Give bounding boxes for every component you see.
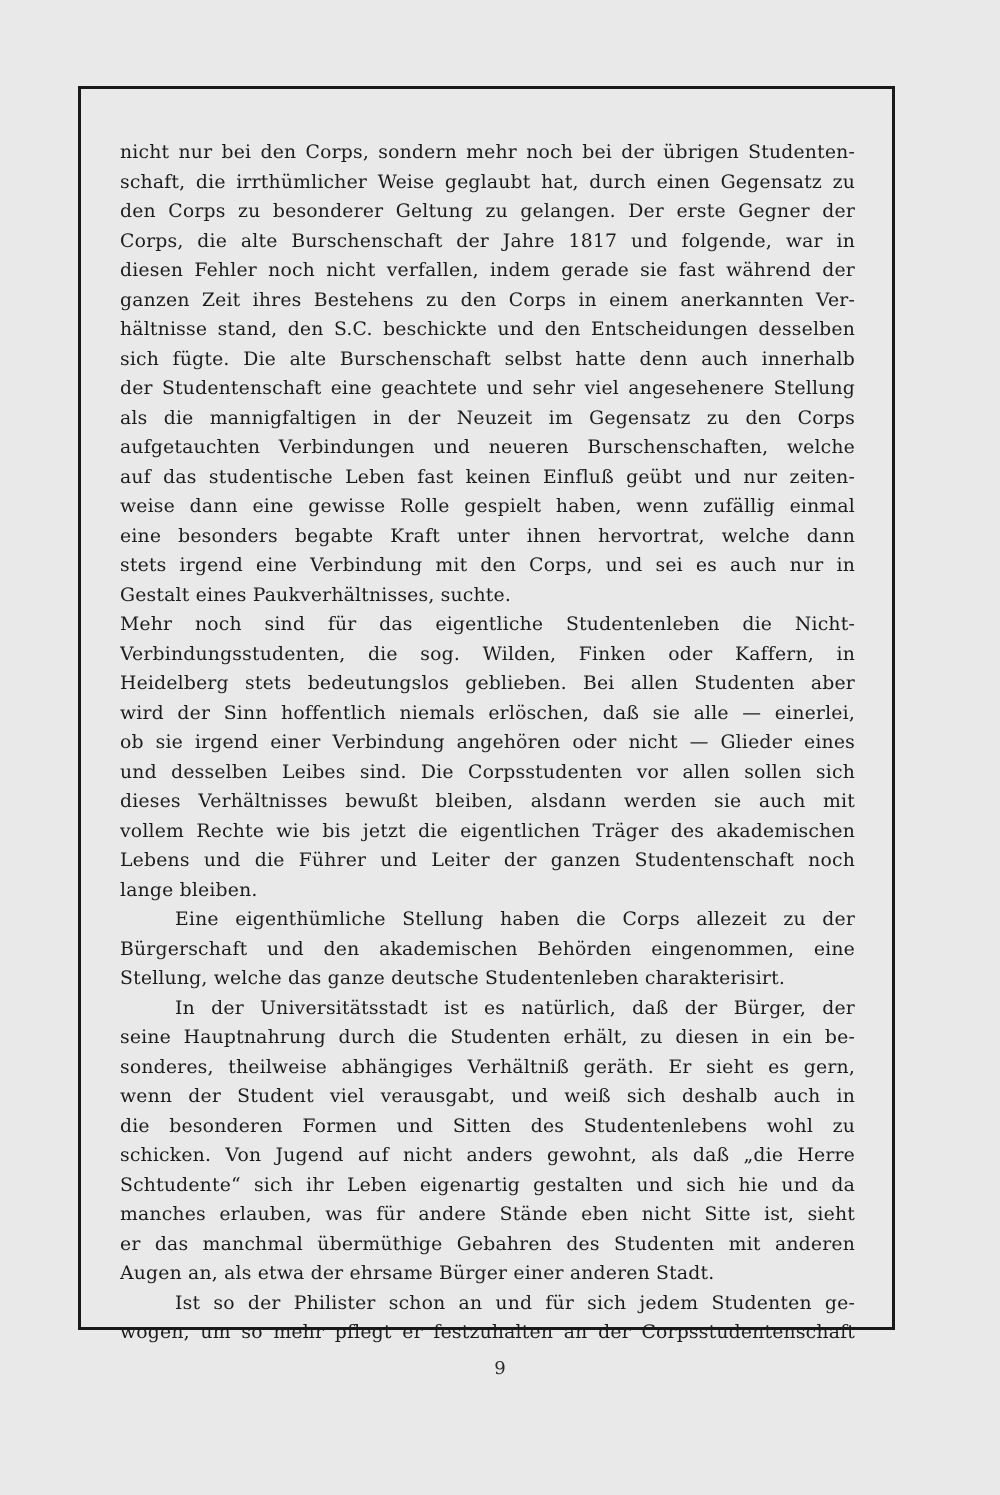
text-line: der Studentenschaft eine geachtete und sehr viel angesehenere Stellung <box>120 378 855 399</box>
text-line: schaft, die irrthümlicher Weise geglaubt hat, durch einen Gegensatz zu <box>120 171 855 193</box>
text-line: und desselben Leibes sind. Die Corpsstudenten vor allen sollen sich <box>120 761 855 783</box>
text-line: lange bleiben. <box>120 879 258 901</box>
text-line: sonderes, theilweise abhängiges Verhältniß geräth. Er sieht es gern, <box>120 1056 855 1078</box>
text-line: er das manchmal übermüthige Gebahren des Studenten mit anderen <box>120 1233 855 1255</box>
text-line: Mehr noch sind für das eigentliche Studentenleben die Nicht- <box>120 614 855 635</box>
text-line: dieses Verhältnisses bewußt bleiben, alsdann werden sie auch mit <box>120 791 855 812</box>
page-number: 9 <box>494 1358 506 1379</box>
text-line: Verbindungsstudenten, die sog. Wilden, Finken oder Kaffern, in <box>120 643 855 665</box>
text-line: Gestalt eines Paukverhältnisses, suchte. <box>120 584 512 606</box>
text-line: nicht nur bei den Corps, sondern mehr noch bei der übrigen Studenten- <box>120 142 855 163</box>
text-line: wogen, um so mehr pflegt er festzuhalten an der Corpsstudentenschaft <box>120 1322 855 1343</box>
text-line: aufgetauchten Verbindungen und neueren Burschenschaften, welche <box>120 437 855 458</box>
text-line: Bürgerschaft und den akademischen Behörden eingenommen, eine <box>120 938 855 960</box>
text-line: Stellung, welche das ganze deutsche Studentenleben charakterisirt. <box>120 968 786 989</box>
text-line: weise dann eine gewisse Rolle gespielt haben, wenn zufällig einmal <box>120 496 855 517</box>
text-line: schicken. Von Jugend auf nicht anders gewohnt, als daß „die Herre <box>120 1145 855 1166</box>
body-text <box>120 138 855 1348</box>
text-line: seine Hauptnahrung durch die Studenten erhält, zu diesen in ein be- <box>120 1027 855 1048</box>
text-line: als die mannigfaltigen in der Neuzeit im Gegensatz zu den Corps <box>120 407 855 429</box>
text-line: wenn der Student viel verausgabt, und weiß sich deshalb auch in <box>120 1086 855 1107</box>
text-line: den Corps zu besonderer Geltung zu gelangen. Der erste Gegner der <box>120 201 855 222</box>
text-line: auf das studentische Leben fast keinen Einfluß geübt und nur zeiten- <box>120 466 855 488</box>
text-line: Lebens und die Führer und Leiter der ganzen Studentenschaft noch <box>120 850 855 871</box>
text-line: In der Universitätsstadt ist es natürlich, daß der Bürger, der <box>175 997 855 1019</box>
text-line: eine besonders begabte Kraft unter ihnen hervortrat, welche dann <box>120 525 855 547</box>
text-line: diesen Fehler noch nicht verfallen, indem gerade sie fast während der <box>120 260 855 281</box>
text-line: ob sie irgend einer Verbindung angehören oder nicht — Glieder eines <box>120 732 855 753</box>
text-line: Ist so der Philister schon an und für sich jedem Studenten ge- <box>175 1292 855 1314</box>
text-line: Augen an, als etwa der ehrsame Bürger einer anderen Stadt. <box>120 1263 715 1284</box>
text-line: Eine eigenthümliche Stellung haben die Corps allezeit zu der <box>175 909 855 930</box>
text-line: wird der Sinn hoffentlich niemals erlöschen, daß sie alle — einerlei, <box>120 702 855 724</box>
text-line: Schtudente“ sich ihr Leben eigenartig gestalten und sich hie und da <box>120 1174 855 1196</box>
text-line: sich fügte. Die alte Burschenschaft selbst hatte denn auch innerhalb <box>120 348 855 370</box>
text-line: die besonderen Formen und Sitten des Studentenlebens wohl zu <box>120 1115 855 1137</box>
text-line: stets irgend eine Verbindung mit den Corps, und sei es auch nur in <box>120 555 855 576</box>
text-line: Corps, die alte Burschenschaft der Jahre 1817 und folgende, war in <box>120 230 855 252</box>
text-line: hältnisse stand, den S.C. beschickte und den Entscheidungen desselben <box>120 319 855 340</box>
text-line: ganzen Zeit ihres Bestehens zu den Corps in einem anerkannten Ver- <box>120 289 855 311</box>
text-line: vollem Rechte wie bis jetzt die eigentlichen Träger des akademischen <box>120 820 855 842</box>
text-line: Heidelberg stets bedeutungslos geblieben. Bei allen Studenten aber <box>120 673 855 694</box>
text-line: manches erlauben, was für andere Stände eben nicht Sitte ist, sieht <box>120 1204 855 1225</box>
